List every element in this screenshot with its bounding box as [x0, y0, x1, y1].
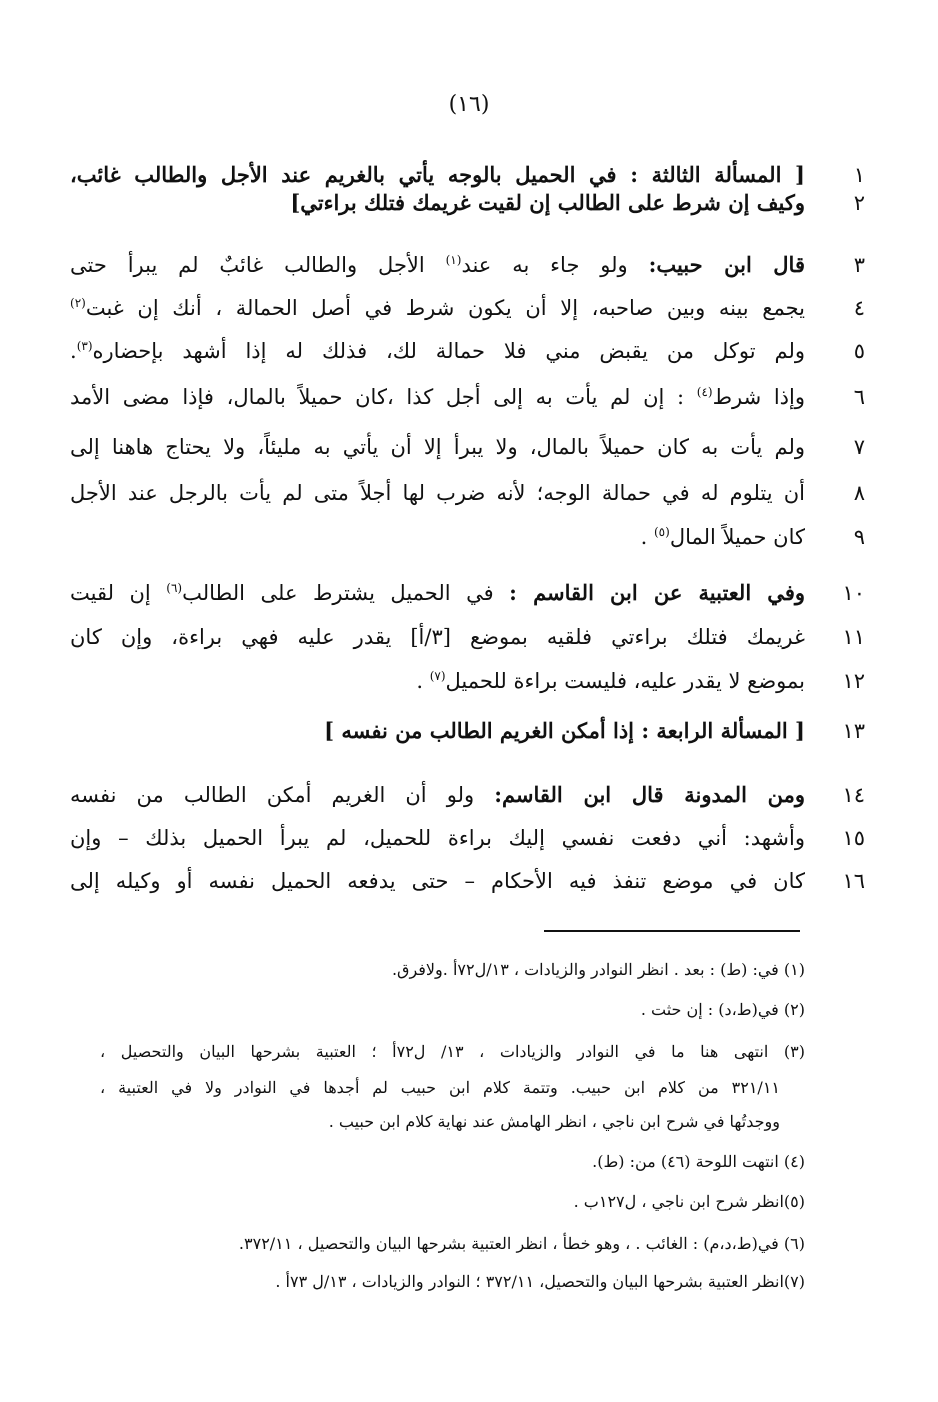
text-segment: الأجل والطالب غائبٌ لم يبرأ حتى	[70, 253, 446, 277]
line-number: ١	[853, 163, 865, 187]
text-line: [ المسألة الرابعة : إذا أمكن الغريم الطالب من نفسه ]	[324, 718, 805, 743]
footnote-ref: (٤)	[696, 385, 713, 399]
footnote-continuation: ووجدتُها في شرح ابن ناجي ، انظر الهامش عند نهاية كلام ابن حبيب .	[328, 1112, 780, 1131]
text-segment: في الحميل يشترط على الطالب	[182, 581, 510, 605]
text-line	[70, 666, 805, 696]
page-number: (١٦)	[448, 92, 490, 117]
line-number: ٦	[853, 385, 865, 409]
text-line: كان في موضع تنفذ فيه الأحكام – حتى يدفعه الحميل نفسه أو وكيله إلى	[70, 869, 805, 893]
source-heading: وفي العتبية عن ابن القاسم :	[509, 580, 805, 605]
footnote-ref: (٦)	[166, 581, 183, 595]
author-heading: قال ابن حبيب:	[648, 252, 805, 277]
footnote: (٢) في(ط،د) : إن حثت .	[640, 1000, 805, 1019]
text-line: أن يتلوم له في حمالة الوجه؛ لأنه ضرب لها أجلاً متى لم يأت بالرجل عند الأجل	[70, 481, 805, 505]
text-line	[70, 382, 805, 412]
text-line: ولم يأت به كان حميلاً بالمال، ولا يبرأ إلا أن يأتي به مليئاً، ولا يحتاج هاهنا إلى	[70, 435, 805, 459]
line-number: ١٥	[842, 826, 865, 850]
footnote-separator	[544, 930, 800, 932]
text-line	[70, 780, 805, 810]
footnote-ref: (٣)	[76, 339, 93, 353]
line-number: ٧	[853, 435, 865, 459]
text-segment: .	[416, 669, 430, 693]
footnote-continuation: ٣٢١/١١ من كلام ابن حبيب. وتتمة كلام ابن حبيب لم أجدها في النوادر ولا في العتبية ،	[100, 1078, 780, 1097]
footnote-ref: (١)	[445, 253, 462, 267]
line-number: ١١	[842, 625, 865, 649]
text-segment: : إن لم يأت به إلى أجل كذا ،كان حميلاً بالمال، فإذا مضى الأمد	[70, 385, 697, 409]
text-line: وأشهد: أني دفعت نفسي إليك براءة للحميل، لم يبرأ الحميل بذلك – وإن	[70, 826, 805, 850]
text-segment: .	[70, 339, 77, 363]
text-line: [ المسألة الثالثة : في الحميل بالوجه يأتي بالغريم عند الأجل والطالب غائب،	[70, 162, 805, 187]
text-segment: بموضع لا يقدر عليه، فليست براءة للحميل	[445, 669, 805, 693]
source-heading: ومن المدونة قال ابن القاسم:	[494, 782, 805, 807]
text-line: وكيف إن شرط على الطالب إن لقيت غريمك فتلك براءتي]	[290, 190, 805, 215]
line-number: ١٣	[842, 719, 865, 743]
footnote: (١) في: (ط) : بعد . انظر النوادر والزيادات ، ١٣/ل٧٢أ .ولافرق.	[391, 960, 805, 979]
line-number: ١٤	[842, 783, 865, 807]
line-number: ١٠	[842, 581, 865, 605]
line-number: ٥	[853, 339, 865, 363]
text-segment: وإذا شرط	[712, 385, 805, 409]
line-number: ١٢	[842, 669, 865, 693]
text-line	[70, 336, 805, 366]
line-number: ٤	[853, 296, 865, 320]
line-number: ٩	[853, 525, 865, 549]
text-segment: ولو جاء به عند	[461, 253, 649, 277]
text-line	[70, 293, 805, 323]
text-segment: كان حميلاً المال	[669, 525, 805, 549]
text-line: غريمك فتلك براءتي فلقيه بموضع [٣/أ] يقدر عليه فهي براءة، وإن كان	[70, 625, 805, 649]
text-line	[70, 578, 805, 608]
footnote-ref: (٢)	[70, 296, 86, 310]
text-line	[70, 522, 805, 552]
footnote-ref: (٥)	[653, 525, 670, 539]
text-line	[70, 250, 805, 280]
line-number: ٣	[853, 253, 865, 277]
footnote: (٤) انتهت اللوحة (٤٦) من: (ط).	[592, 1152, 805, 1171]
footnote: (٥)انظر شرح ابن ناجي ، ل١٢٧ب .	[573, 1192, 805, 1211]
footnote: (٣) انتهى هنا ما في النوادر والزيادات ، ١٣/ ل٧٢أ ؛ العتبية بشرحها البيان والتحصيل ،	[100, 1042, 805, 1061]
footnote-ref: (٧)	[429, 669, 446, 683]
text-segment: ولو أن الغريم أمكن الطالب من نفسه	[70, 783, 495, 807]
line-number: ١٦	[842, 869, 865, 893]
line-number: ٨	[853, 481, 865, 505]
text-segment: ولم توكل من يقبض مني فلا حمالة لك، فذلك له إذا أشهد بإحضاره	[92, 339, 805, 363]
text-segment: إن لقيت	[70, 581, 167, 605]
text-segment: يجمع بينه وبين صاحبه، إلا أن يكون شرط في أصل الحمالة ، أنك إن غبت	[85, 296, 805, 320]
footnote: (٦) في(ط،د،م) : الغائب . ، وهو خطأ ، انظر العتبية بشرحها البيان والتحصيل ، ٣٧٢/١١.	[238, 1234, 805, 1253]
text-segment: .	[640, 525, 654, 549]
footnote: (٧)انظر العتبية بشرحها البيان والتحصيل، ٣٧٢/١١ ؛ النوادر والزيادات ، ١٣/ل ٧٣أ .	[275, 1272, 805, 1291]
line-number: ٢	[853, 191, 865, 215]
